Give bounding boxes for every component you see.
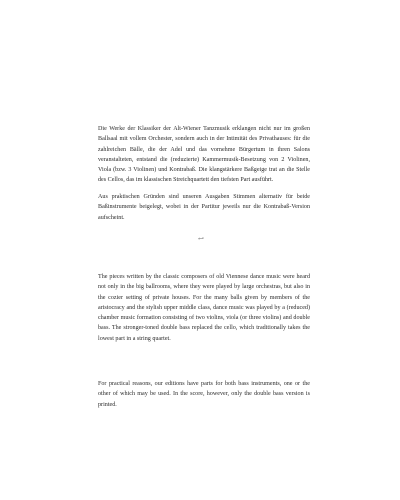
english-text-paragraph-1 (98, 272, 310, 344)
german-text-paragraph-1 (98, 124, 310, 186)
german-text-paragraph-2 (98, 192, 310, 223)
english-paragraph-1: The pieces written by the classic composers of old Viennese dance music were heard not only in the big ballrooms, where they were played by large orchestras, but also in the cozier setting of private houses. For the many balls given by members of the aristocracy and the stylish upper middle class, dance music was played by a (reduced) chamber music formation consisting of two violins, viola (or three violins) and double bass. The stronger-toned double bass replaced the cello, which traditionally takes the lowest part in a string quartet. (98, 274, 310, 342)
section-separator-ornament: ↩ (198, 235, 204, 243)
english-paragraph-2: For practical reasons, our editions have parts for both bass instruments, one or the other of which may be used. In the score, however, only the double bass version is printed. (98, 381, 310, 408)
german-paragraph-2: Aus praktischen Gründen sind unseren Ausgaben Stimmen alternativ für beide Baßinstrumente beigelegt, wobei in der Partitur jeweils nur die Kontrabaß-Version aufscheint. (98, 194, 310, 221)
german-paragraph-1: Die Werke der Klassiker der Alt-Wiener Tanzmusik erklangen nicht nur im großen Ballsaal mit vollem Orchester, sondern auch in der Intimität des Privathauses: für die zahlreichen Bälle, die der Adel und das vornehme Bürgertum in ihren Salons veranstalteten, entstand die (reduzierte) Kammermusik-Besetzung von 2 Violinen, Viola (bzw. 3 Violinen) und Kontrabaß. Die klangstärkere Baßgeige trat an die Stelle des Cellos, das im klassischen Streichquartett den tiefsten Part ausführt. (98, 126, 310, 184)
english-text-paragraph-2 (98, 379, 310, 410)
